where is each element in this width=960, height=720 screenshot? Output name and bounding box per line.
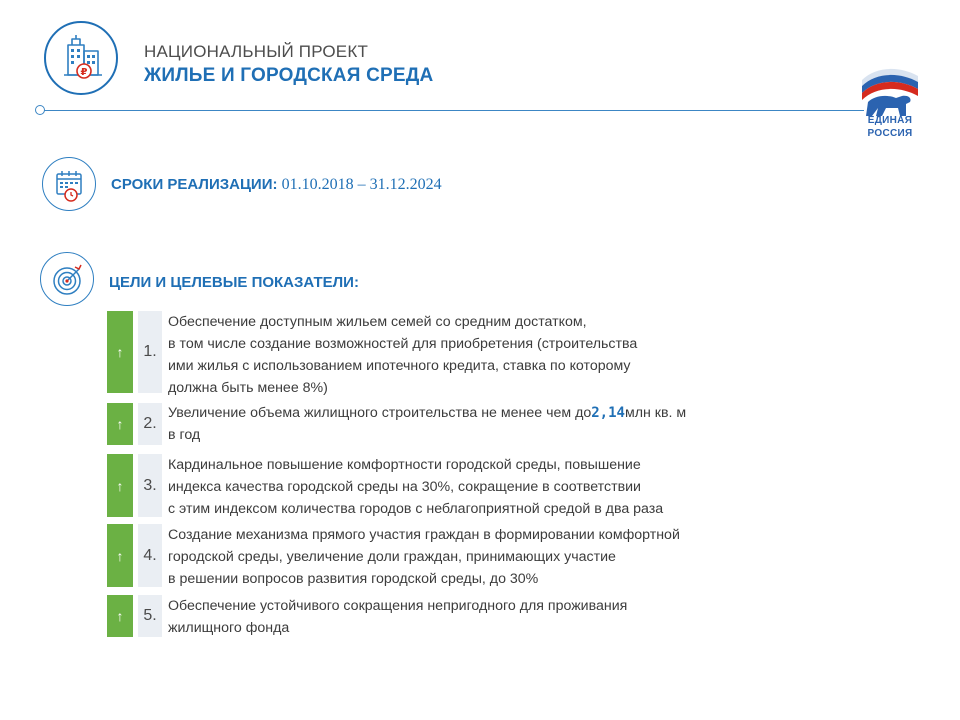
- city-buildings-ruble-icon: [46, 23, 120, 97]
- goal-item-5: [107, 595, 787, 637]
- goal-text-line: в год: [168, 427, 201, 443]
- project-title: ЖИЛЬЕ И ГОРОДСКАЯ СРЕДА: [144, 65, 434, 86]
- goal-item-4: [107, 524, 787, 587]
- deadline-dates: 01.10.2018 – 31.12.2024: [281, 176, 442, 193]
- goal-text-line: ими жилья с использованием ипотечного кредита, ставка по которому: [168, 358, 631, 374]
- goal-number: 2.: [143, 415, 157, 432]
- goal-item-3: [107, 454, 787, 517]
- goal-number-cell: [138, 524, 162, 587]
- goal-number-cell: [138, 595, 162, 637]
- goals-title: ЦЕЛИ И ЦЕЛЕВЫЕ ПОКАЗАТЕЛИ:: [109, 274, 359, 291]
- goal-text: [168, 524, 788, 590]
- arrow-up-icon: ↑: [116, 477, 124, 494]
- arrow-up-icon: ↑: [116, 547, 124, 564]
- goal-arrow-cell: [107, 524, 133, 587]
- goal-text-line: Создание механизма прямого участия граждан в формировании комфортной: [168, 527, 680, 543]
- project-subtitle: НАЦИОНАЛЬНЫЙ ПРОЕКТ: [144, 42, 369, 61]
- goal-arrow-cell: [107, 595, 133, 637]
- goal-text-line: в решении вопросов развития городской среды, до 30%: [168, 571, 539, 587]
- goal-highlight-value: 2,14: [591, 405, 625, 421]
- goal-text-line: с этим индексом количества городов с неблагоприятной средой в два раза: [168, 501, 664, 517]
- goal-text: [168, 311, 788, 399]
- goal-arrow-cell: [107, 403, 133, 445]
- goal-item-1: [107, 311, 787, 396]
- logo-text-line2: РОССИЯ: [867, 128, 913, 139]
- arrow-up-icon: ↑: [116, 416, 124, 432]
- goal-text: [168, 402, 788, 446]
- goal-text: [168, 454, 788, 520]
- goal-item-2: [107, 403, 787, 445]
- calendar-clock-icon: [43, 158, 97, 212]
- deadline-icon-circle: [42, 157, 96, 211]
- goal-text-line: Обеспечение доступным жильем семей со средним достатком,: [168, 314, 587, 330]
- goal-arrow-cell: [107, 311, 133, 393]
- goal-number-cell: [138, 403, 162, 445]
- party-logo: [856, 62, 924, 144]
- goal-text-line: Кардинальное повышение комфортности городской среды, повышение: [168, 457, 641, 473]
- arrow-up-icon: ↑: [116, 344, 124, 360]
- goal-arrow-cell: [107, 454, 133, 517]
- goal-number: 3.: [143, 476, 157, 494]
- goal-text-line: жилищного фонда: [168, 620, 290, 636]
- deadline-label: СРОКИ РЕАЛИЗАЦИИ:: [111, 176, 278, 193]
- goal-number: 1.: [143, 343, 157, 360]
- goal-text-line: в том числе создание возможностей для приобретения (строительства: [168, 336, 638, 352]
- arrow-up-icon: ↑: [116, 608, 124, 624]
- goal-number: 4.: [143, 546, 157, 564]
- goal-text-line: Увеличение объема жилищного строительства не менее чем до2,14млн кв. м: [168, 405, 687, 421]
- project-icon-circle: [44, 21, 118, 95]
- goal-number-cell: [138, 454, 162, 517]
- goal-text-line: Обеспечение устойчивого сокращения непригодного для проживания: [168, 598, 628, 614]
- goal-text: [168, 595, 788, 639]
- goals-icon-circle: [40, 252, 94, 306]
- goal-text-line: индекса качества городской среды на 30%, сокращение в соответствии: [168, 479, 641, 495]
- goal-text-line: городской среды, увеличение доли граждан, принимающих участие: [168, 549, 616, 565]
- logo-text-line1: ЕДИНАЯ: [867, 115, 913, 126]
- svg-text:₽: ₽: [80, 67, 88, 78]
- party-logo-emblem: [856, 62, 924, 118]
- deadline-row: [111, 176, 442, 194]
- goal-text-line: должна быть менее 8%): [168, 380, 328, 396]
- header-divider: [44, 110, 864, 111]
- goal-number: 5.: [143, 607, 157, 624]
- target-icon: [41, 253, 95, 307]
- goal-number-cell: [138, 311, 162, 393]
